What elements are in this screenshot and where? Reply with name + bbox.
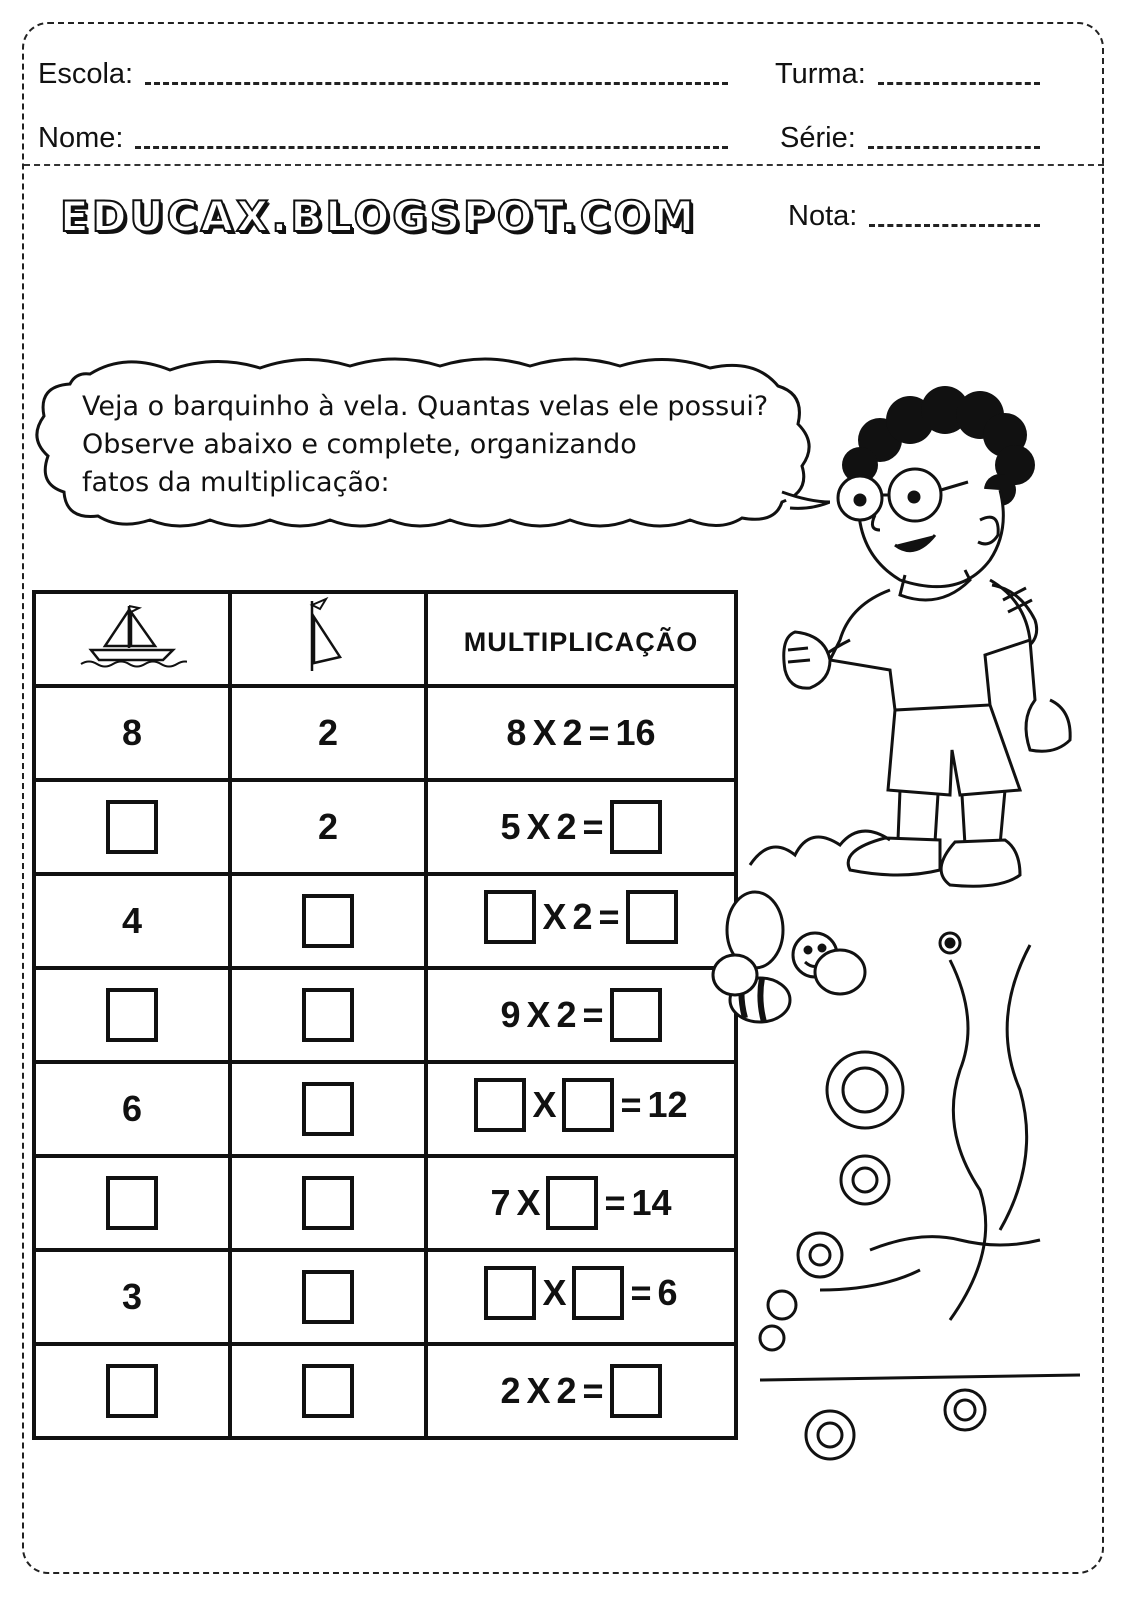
equation-token: 14	[631, 1182, 672, 1223]
table-row	[34, 686, 736, 780]
equation-token: =	[582, 1370, 604, 1411]
equation-cell	[426, 780, 736, 874]
answer-box[interactable]	[106, 988, 158, 1042]
equation-token: =	[620, 1083, 642, 1125]
sails-cell[interactable]	[230, 1344, 426, 1438]
equation-token: 12	[647, 1083, 688, 1125]
answer-box[interactable]	[106, 1176, 158, 1230]
sails-cell[interactable]	[230, 1062, 426, 1156]
serie-field[interactable]	[780, 122, 1040, 155]
boats-cell	[34, 686, 230, 780]
boats-cell	[34, 1250, 230, 1344]
sailboat-icon	[77, 600, 187, 670]
multiplication-table	[32, 590, 738, 1440]
equation	[506, 712, 655, 754]
instruction-line-2: Observe abaixo e complete, organizando	[82, 429, 637, 460]
equation-token: 16	[615, 712, 656, 753]
equation-token: 7	[490, 1182, 511, 1223]
equation-cell	[426, 968, 736, 1062]
serie-line[interactable]	[868, 146, 1040, 149]
equation-token: =	[582, 806, 604, 847]
table-row	[34, 1250, 736, 1344]
sails-cell[interactable]	[230, 968, 426, 1062]
escola-label: Escola:	[38, 58, 134, 90]
boats-cell	[34, 874, 230, 968]
answer-box[interactable]	[484, 890, 536, 944]
answer-box[interactable]	[302, 894, 354, 948]
equation-token: X	[526, 1370, 551, 1411]
answer-box[interactable]	[302, 1270, 354, 1324]
equation-token: X	[532, 712, 557, 753]
equation-token: 2	[556, 994, 577, 1035]
table-header-row	[34, 592, 736, 686]
table-row	[34, 968, 736, 1062]
equation-token: X	[516, 1182, 541, 1223]
equation-token: 5	[500, 806, 521, 847]
boats-cell-value: 3	[121, 1276, 143, 1317]
answer-box[interactable]	[106, 800, 158, 854]
header-sailboat	[34, 592, 230, 686]
boats-cell[interactable]	[34, 968, 230, 1062]
equation-token: X	[542, 1271, 567, 1313]
equation	[474, 1078, 687, 1132]
answer-box[interactable]	[484, 1266, 536, 1320]
equation-token: =	[582, 994, 604, 1035]
answer-box[interactable]	[106, 1364, 158, 1418]
sails-cell	[230, 780, 426, 874]
equation	[500, 988, 661, 1042]
equation-token: X	[532, 1083, 557, 1125]
answer-box[interactable]	[302, 1082, 354, 1136]
boats-cell[interactable]	[34, 1344, 230, 1438]
equation-cell	[426, 686, 736, 780]
equation-cell	[426, 1344, 736, 1438]
sails-cell-value: 2	[317, 806, 339, 847]
escola-field[interactable]	[38, 58, 728, 91]
header-divider	[24, 164, 1104, 166]
nome-line[interactable]	[135, 146, 728, 149]
boats-cell-value: 6	[121, 1088, 143, 1129]
boats-cell	[34, 1062, 230, 1156]
sail-flag-icon	[298, 595, 358, 675]
table-row	[34, 1156, 736, 1250]
table-row	[34, 1344, 736, 1438]
equation-token: X	[526, 806, 551, 847]
answer-box[interactable]	[572, 1266, 624, 1320]
turma-label: Turma:	[775, 58, 866, 90]
equation-token: 2	[500, 1370, 521, 1411]
instruction-text	[82, 388, 768, 502]
boats-cell-value: 4	[121, 900, 143, 941]
equation-token: =	[588, 712, 610, 753]
serie-label: Série:	[780, 122, 856, 154]
sails-cell[interactable]	[230, 874, 426, 968]
turma-line[interactable]	[878, 82, 1040, 85]
equation-cell	[426, 1062, 736, 1156]
table-row	[34, 1062, 736, 1156]
equation-token: =	[630, 1271, 652, 1313]
answer-box[interactable]	[610, 1364, 662, 1418]
multiplicacao-label: MULTIPLICAÇÃO	[463, 627, 699, 657]
escola-line[interactable]	[145, 82, 728, 85]
answer-box[interactable]	[546, 1176, 598, 1230]
sails-cell	[230, 686, 426, 780]
nota-field[interactable]	[788, 200, 1040, 233]
answer-box[interactable]	[302, 988, 354, 1042]
equation-token: 2	[556, 806, 577, 847]
equation-cell	[426, 1250, 736, 1344]
answer-box[interactable]	[562, 1078, 614, 1132]
equation-cell	[426, 874, 736, 968]
sails-cell[interactable]	[230, 1250, 426, 1344]
equation	[500, 1364, 661, 1418]
equation	[484, 890, 677, 944]
equation	[484, 1266, 677, 1320]
equation-token: =	[604, 1182, 626, 1223]
answer-box[interactable]	[474, 1078, 526, 1132]
equation	[490, 1176, 671, 1230]
nota-label: Nota:	[788, 200, 858, 232]
sails-cell-value: 2	[317, 712, 339, 753]
answer-box[interactable]	[626, 890, 678, 944]
equation-token: 2	[572, 895, 593, 937]
answer-box[interactable]	[302, 1364, 354, 1418]
answer-box[interactable]	[610, 988, 662, 1042]
equation-cell	[426, 1156, 736, 1250]
nome-label: Nome:	[38, 122, 124, 154]
turma-field[interactable]	[775, 58, 1040, 91]
equation-token: =	[598, 895, 620, 937]
equation-token: X	[526, 994, 551, 1035]
sails-cell[interactable]	[230, 1156, 426, 1250]
answer-box[interactable]	[302, 1176, 354, 1230]
boats-cell[interactable]	[34, 1156, 230, 1250]
nome-field[interactable]	[38, 122, 728, 155]
answer-box[interactable]	[610, 800, 662, 854]
instruction-line-1: Veja o barquinho à vela. Quantas velas ele possui?	[82, 391, 769, 422]
boy-illustration	[700, 370, 1100, 1490]
header-sail	[230, 592, 426, 686]
equation-token: 8	[506, 712, 527, 753]
equation-token: 6	[657, 1271, 678, 1313]
brand-logo: EDUCAX.BLOGSPOT.COM	[60, 192, 698, 241]
equation-token: 9	[500, 994, 521, 1035]
equation-token: X	[542, 895, 567, 937]
instruction-line-3: fatos da multiplicação:	[82, 467, 390, 498]
equation-token: 2	[556, 1370, 577, 1411]
nota-line[interactable]	[869, 224, 1040, 227]
boats-cell-value: 8	[121, 712, 143, 753]
table-row	[34, 780, 736, 874]
header-multiplicacao	[426, 592, 736, 686]
equation	[500, 800, 661, 854]
table-row	[34, 874, 736, 968]
boats-cell[interactable]	[34, 780, 230, 874]
equation-token: 2	[562, 712, 583, 753]
